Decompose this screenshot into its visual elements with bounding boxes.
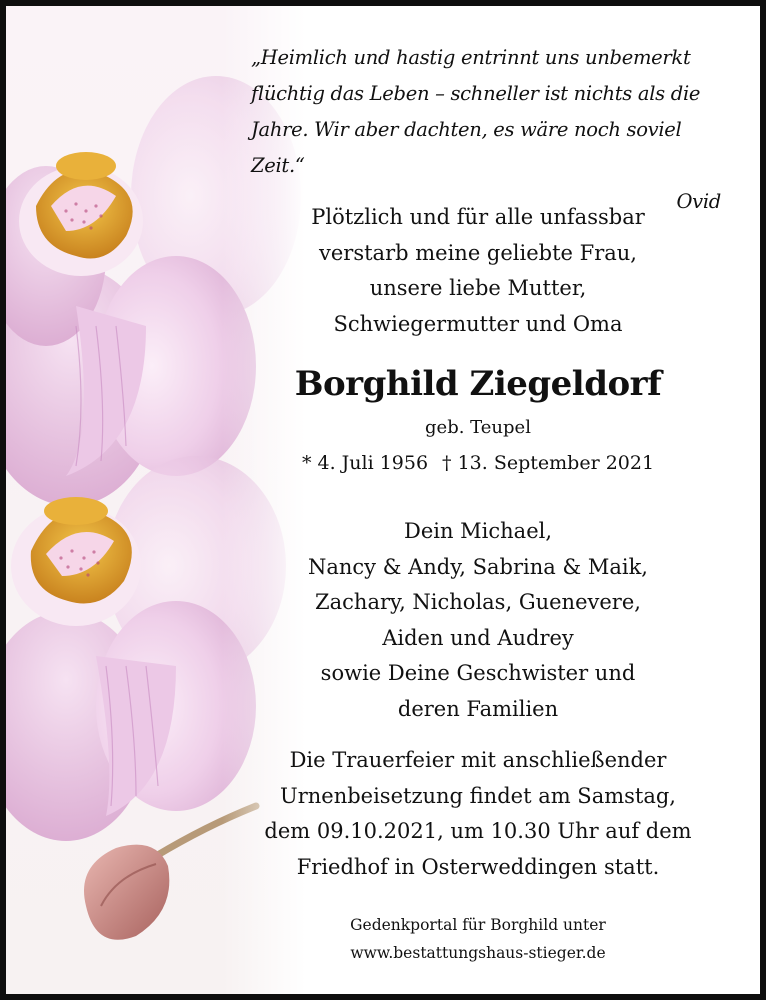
announcement-line: unsere liebe Mutter, [369,276,587,300]
funeral-service-info [236,743,720,885]
life-dates [236,448,720,478]
service-line: Friedhof in Osterweddingen statt. [296,854,660,879]
mourners-line: Dein Michael, [403,519,553,543]
memorial-portal [236,911,720,967]
quote-author: Ovid [676,190,721,213]
quote-line: flüchtig das Leben – schneller ist nichts als die [251,82,701,105]
death-date: † 13. September 2021 [442,452,655,474]
quote-line: „Heimlich und hastig entrinnt uns unbemerkt [251,46,691,69]
announcement-line: Plötzlich und für alle unfassbar [311,205,645,229]
deceased-name: Borghild Ziegeldorf [294,364,662,404]
quote-line: Jahre. Wir aber dachten, es wäre noch soviel Zeit.“ [251,118,682,177]
service-line: Die Trauerfeier mit anschließender [289,748,667,772]
birth-date: * 4. Juli 1956 [301,452,429,474]
announcement-text [236,200,720,342]
mourners-line: Aiden und Audrey [382,625,574,650]
portal-label: Gedenkportal für Borghild unter [350,916,606,934]
maiden-name: geb. Teupel [425,417,531,438]
mourners-line: Nancy & Andy, Sabrina & Maik, [308,554,648,579]
mourners-line: sowie Deine Geschwister und [320,661,636,685]
mourners-line: Zachary, Nicholas, Guenevere, [315,590,641,614]
opening-quote [251,40,721,220]
service-line: Urnenbeisetzung findet am Samstag, [280,783,676,808]
mourners-line: deren Familien [397,696,559,721]
announcement-line: Schwiegermutter und Oma [333,311,623,336]
service-line: dem 09.10.2021, um 10.30 Uhr auf dem [264,819,692,843]
announcement-line: verstarb meine geliebte Frau, [319,240,637,265]
portal-url: www.bestattungshaus-stieger.de [350,944,606,962]
mourners-list [236,514,720,727]
